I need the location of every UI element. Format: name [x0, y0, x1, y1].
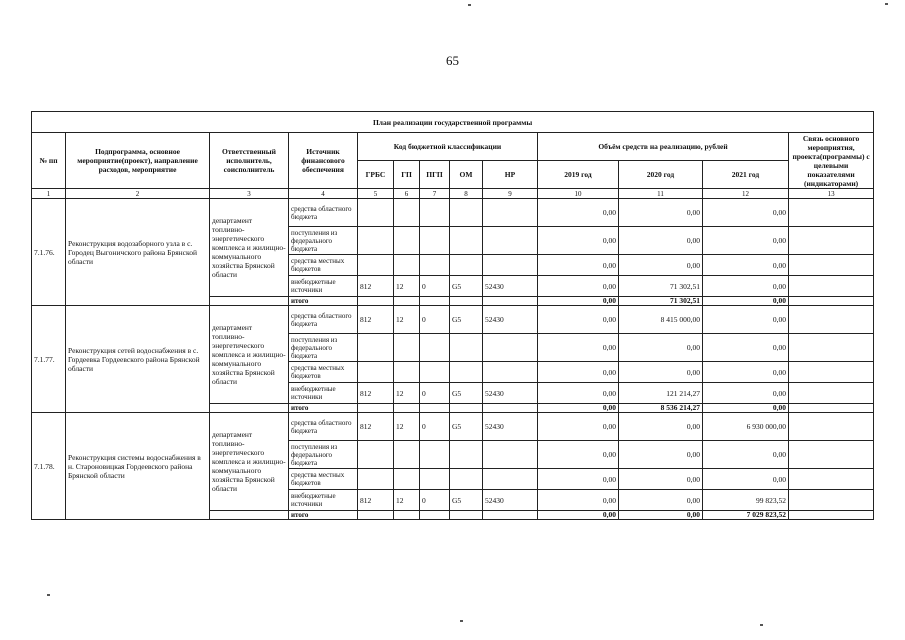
code-grbs: 812	[358, 383, 394, 404]
code-om	[450, 334, 483, 362]
amount-y2020: 0,00	[619, 199, 703, 227]
code-gp	[394, 511, 420, 520]
code-grbs	[358, 297, 394, 306]
amount-y2021: 6 930 000,00	[703, 413, 789, 441]
scan-speck	[885, 3, 888, 5]
amount-y2021: 0,00	[703, 383, 789, 404]
code-om	[450, 255, 483, 276]
funding-source: внебюджетные источники	[289, 383, 358, 404]
total-y2019: 0,00	[538, 511, 619, 520]
code-gp	[394, 469, 420, 490]
header-pgp: ПГП	[420, 161, 450, 189]
executor-blank	[210, 511, 289, 520]
code-nr	[483, 255, 538, 276]
amount-y2020: 0,00	[619, 227, 703, 255]
code-nr: 52430	[483, 383, 538, 404]
total-y2019: 0,00	[538, 404, 619, 413]
header-2021: 2021 год	[703, 161, 789, 189]
code-pgp: 0	[420, 306, 450, 334]
amount-y2019: 0,00	[538, 255, 619, 276]
program-plan-table	[31, 111, 874, 520]
amount-y2021: 0,00	[703, 227, 789, 255]
code-grbs: 812	[358, 413, 394, 441]
table-row	[32, 306, 874, 334]
entry-number: 7.1.78.	[32, 413, 66, 520]
code-gp	[394, 441, 420, 469]
amount-y2021: 0,00	[703, 362, 789, 383]
code-om	[450, 297, 483, 306]
amount-y2019: 0,00	[538, 334, 619, 362]
header-grbs: ГРБС	[358, 161, 394, 189]
amount-y2021: 0,00	[703, 441, 789, 469]
amount-y2020: 8 415 000,00	[619, 306, 703, 334]
header-executor: Ответственный исполнитель, соисполнитель	[210, 133, 289, 189]
code-om	[450, 227, 483, 255]
amount-y2019: 0,00	[538, 199, 619, 227]
link-cell	[789, 469, 874, 490]
code-grbs: 812	[358, 490, 394, 511]
amount-y2021: 0,00	[703, 276, 789, 297]
entry-executor: департамент топливно-энергетического комплекса и жилищно-коммунального хозяйства Брянской области	[210, 199, 289, 297]
code-om: G5	[450, 383, 483, 404]
code-grbs	[358, 334, 394, 362]
code-nr	[483, 404, 538, 413]
code-om: G5	[450, 413, 483, 441]
header-2019: 2019 год	[538, 161, 619, 189]
amount-y2020: 71 302,51	[619, 276, 703, 297]
amount-y2020: 0,00	[619, 469, 703, 490]
column-number: 7	[420, 189, 450, 199]
code-nr	[483, 199, 538, 227]
amount-y2021: 0,00	[703, 334, 789, 362]
funding-source: поступления из федерального бюджета	[289, 227, 358, 255]
link-cell	[789, 227, 874, 255]
column-number: 12	[703, 189, 789, 199]
amount-y2021: 0,00	[703, 469, 789, 490]
executor-blank	[210, 297, 289, 306]
amount-y2020: 121 214,27	[619, 383, 703, 404]
code-gp	[394, 362, 420, 383]
total-y2019: 0,00	[538, 297, 619, 306]
table-row	[32, 413, 874, 441]
amount-y2019: 0,00	[538, 413, 619, 441]
funding-source: средства местных бюджетов	[289, 469, 358, 490]
header-link: Связь основного мероприятия, проекта(программы) с целевыми показателями (индикаторами)	[789, 133, 874, 189]
funding-source: средства местных бюджетов	[289, 362, 358, 383]
scan-speck	[460, 620, 463, 622]
total-y2020: 0,00	[619, 511, 703, 520]
code-grbs: 812	[358, 306, 394, 334]
funding-source: внебюджетные источники	[289, 276, 358, 297]
executor-blank	[210, 404, 289, 413]
code-nr	[483, 334, 538, 362]
code-nr	[483, 297, 538, 306]
header-om: ОМ	[450, 161, 483, 189]
table-body	[32, 199, 874, 520]
code-grbs	[358, 362, 394, 383]
amount-y2019: 0,00	[538, 227, 619, 255]
code-om	[450, 511, 483, 520]
header-num: № пп	[32, 133, 66, 189]
entry-executor: департамент топливно-энергетического комплекса и жилищно-коммунального хозяйства Брянской области	[210, 306, 289, 404]
table-title: План реализации государственной программы	[32, 112, 874, 133]
funding-source: внебюджетные источники	[289, 490, 358, 511]
column-number: 6	[394, 189, 420, 199]
link-cell	[789, 490, 874, 511]
code-nr	[483, 362, 538, 383]
code-gp	[394, 227, 420, 255]
code-pgp	[420, 362, 450, 383]
code-om	[450, 199, 483, 227]
code-gp	[394, 199, 420, 227]
entry-number: 7.1.76.	[32, 199, 66, 306]
code-nr	[483, 227, 538, 255]
code-gp	[394, 334, 420, 362]
link-cell	[789, 441, 874, 469]
code-grbs	[358, 404, 394, 413]
header-source: Источник финансового обеспечения	[289, 133, 358, 189]
code-pgp: 0	[420, 413, 450, 441]
code-nr: 52430	[483, 306, 538, 334]
code-pgp	[420, 255, 450, 276]
scan-speck	[760, 624, 763, 626]
amount-y2019: 0,00	[538, 469, 619, 490]
code-gp: 12	[394, 276, 420, 297]
column-number: 3	[210, 189, 289, 199]
code-grbs	[358, 199, 394, 227]
code-gp: 12	[394, 383, 420, 404]
code-nr: 52430	[483, 490, 538, 511]
code-gp: 12	[394, 306, 420, 334]
column-number: 10	[538, 189, 619, 199]
code-pgp	[420, 297, 450, 306]
code-gp	[394, 404, 420, 413]
link-cell	[789, 511, 874, 520]
link-cell	[789, 404, 874, 413]
amount-y2020: 0,00	[619, 362, 703, 383]
code-grbs	[358, 511, 394, 520]
column-number: 11	[619, 189, 703, 199]
header-name: Подпрограмма, основное мероприятие(проект), направление расходов, мероприятие	[66, 133, 210, 189]
code-pgp: 0	[420, 490, 450, 511]
link-cell	[789, 199, 874, 227]
link-cell	[789, 383, 874, 404]
code-grbs	[358, 227, 394, 255]
code-pgp	[420, 441, 450, 469]
column-number: 8	[450, 189, 483, 199]
funding-source: средства областного бюджета	[289, 199, 358, 227]
amount-y2021: 0,00	[703, 306, 789, 334]
code-pgp: 0	[420, 276, 450, 297]
code-pgp	[420, 404, 450, 413]
link-cell	[789, 306, 874, 334]
link-cell	[789, 297, 874, 306]
code-pgp	[420, 227, 450, 255]
amount-y2021: 99 823,52	[703, 490, 789, 511]
amount-y2020: 0,00	[619, 255, 703, 276]
header-nr: НР	[483, 161, 538, 189]
funding-source: поступления из федерального бюджета	[289, 441, 358, 469]
amount-y2021: 0,00	[703, 199, 789, 227]
header-2020: 2020 год	[619, 161, 703, 189]
code-om: G5	[450, 490, 483, 511]
header-gp: ГП	[394, 161, 420, 189]
total-y2021: 7 029 823,52	[703, 511, 789, 520]
amount-y2019: 0,00	[538, 276, 619, 297]
funding-source-total: итого	[289, 404, 358, 413]
code-om	[450, 362, 483, 383]
amount-y2019: 0,00	[538, 441, 619, 469]
code-gp: 12	[394, 413, 420, 441]
code-om: G5	[450, 306, 483, 334]
amount-y2020: 0,00	[619, 334, 703, 362]
code-gp: 12	[394, 490, 420, 511]
code-pgp	[420, 199, 450, 227]
code-gp	[394, 297, 420, 306]
total-y2021: 0,00	[703, 297, 789, 306]
column-number-row	[32, 189, 874, 199]
program-plan-sheet	[31, 111, 873, 520]
column-number: 1	[32, 189, 66, 199]
code-nr: 52430	[483, 413, 538, 441]
scan-speck	[47, 594, 50, 596]
amount-y2019: 0,00	[538, 383, 619, 404]
column-number: 2	[66, 189, 210, 199]
code-om	[450, 469, 483, 490]
code-nr	[483, 441, 538, 469]
amount-y2020: 0,00	[619, 413, 703, 441]
header-volume: Объём средств на реализацию, рублей	[538, 133, 789, 161]
code-gp	[394, 255, 420, 276]
code-grbs: 812	[358, 276, 394, 297]
funding-source: средства местных бюджетов	[289, 255, 358, 276]
entry-name: Реконструкция сетей водоснабжения в с. Гордеевка Гордеевского района Брянской области	[66, 306, 210, 413]
funding-source-total: итого	[289, 511, 358, 520]
total-y2021: 0,00	[703, 404, 789, 413]
code-nr	[483, 511, 538, 520]
total-y2020: 71 302,51	[619, 297, 703, 306]
column-number: 4	[289, 189, 358, 199]
column-number: 9	[483, 189, 538, 199]
funding-source: поступления из федерального бюджета	[289, 334, 358, 362]
entry-executor: департамент топливно-энергетического комплекса и жилищно-коммунального хозяйства Брянской области	[210, 413, 289, 511]
funding-source-total: итого	[289, 297, 358, 306]
link-cell	[789, 255, 874, 276]
table-row	[32, 199, 874, 227]
scan-speck	[468, 4, 471, 6]
column-number: 5	[358, 189, 394, 199]
entry-name: Реконструкция водозаборного узла в с. Городец Выгоничского района Брянской области	[66, 199, 210, 306]
page-number: 65	[446, 53, 459, 68]
code-om	[450, 404, 483, 413]
total-y2020: 8 536 214,27	[619, 404, 703, 413]
amount-y2019: 0,00	[538, 490, 619, 511]
code-pgp	[420, 334, 450, 362]
code-nr	[483, 469, 538, 490]
column-number: 13	[789, 189, 874, 199]
link-cell	[789, 276, 874, 297]
funding-source: средства областного бюджета	[289, 413, 358, 441]
amount-y2020: 0,00	[619, 490, 703, 511]
code-grbs	[358, 469, 394, 490]
code-pgp: 0	[420, 383, 450, 404]
code-grbs	[358, 255, 394, 276]
funding-source: средства областного бюджета	[289, 306, 358, 334]
code-nr: 52430	[483, 276, 538, 297]
amount-y2020: 0,00	[619, 441, 703, 469]
amount-y2021: 0,00	[703, 255, 789, 276]
amount-y2019: 0,00	[538, 362, 619, 383]
amount-y2019: 0,00	[538, 306, 619, 334]
code-pgp	[420, 511, 450, 520]
code-grbs	[358, 441, 394, 469]
link-cell	[789, 362, 874, 383]
entry-name: Реконструкция системы водоснабжения в н. Староновицкая Гордеевского района Брянской области	[66, 413, 210, 520]
entry-number: 7.1.77.	[32, 306, 66, 413]
code-om	[450, 441, 483, 469]
link-cell	[789, 413, 874, 441]
link-cell	[789, 334, 874, 362]
header-budget-code: Код бюджетной классификации	[358, 133, 538, 161]
code-om: G5	[450, 276, 483, 297]
code-pgp	[420, 469, 450, 490]
